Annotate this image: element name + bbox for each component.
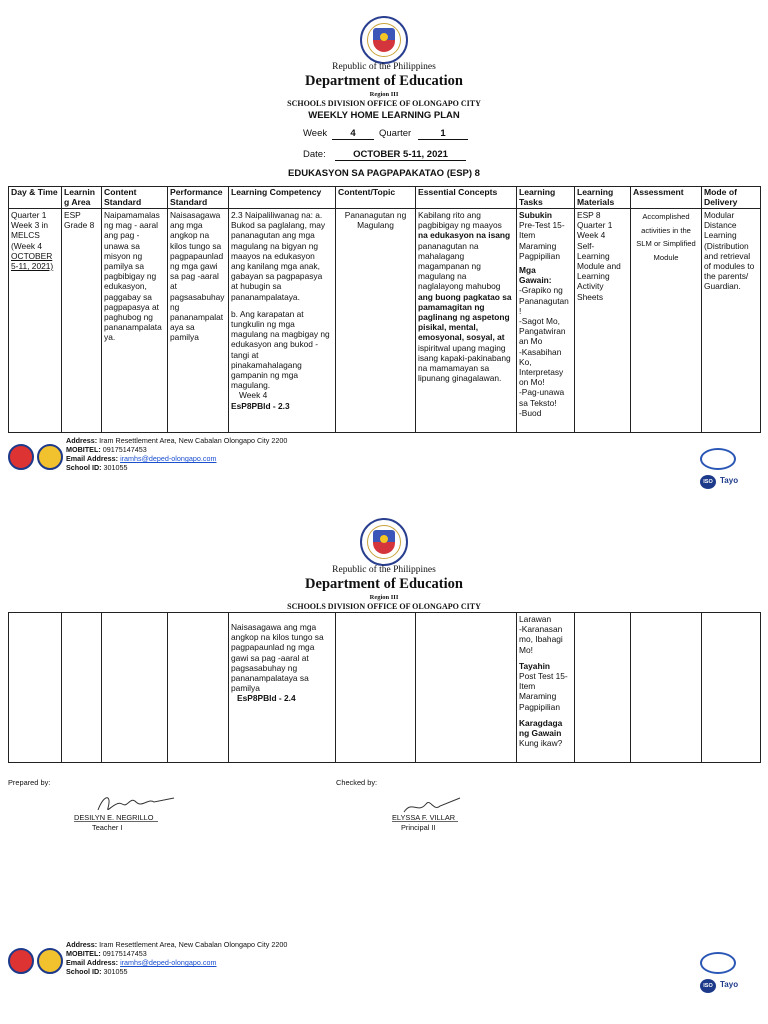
quarter-value: 1: [418, 128, 468, 140]
iso-icon: ISO: [700, 475, 716, 489]
header-assessment: Assessment: [631, 187, 702, 209]
learning-competency-cell-page2: Naisasagawa ang mga angkop na kilos tungo sa pagpapaunlad ng mga gawi sa pag -aaral at pagsasabuhay ng pananampalataya sa pamilya EsP8PBld - 2.4: [229, 613, 336, 763]
learning-area-cell: ESP Grade 8: [62, 209, 102, 433]
table-header-row: [9, 187, 761, 209]
checker-title: Principal II: [401, 823, 436, 832]
email-link-page2[interactable]: iramhs@deped-olongapo.com: [120, 958, 217, 967]
division-logo-icon-page2: [37, 948, 63, 974]
header-performance-standard: Performance Standard: [168, 187, 229, 209]
tayo-logo-page2: Tayo: [720, 980, 739, 989]
tayo-logo: Tayo: [720, 476, 739, 485]
learning-tasks-cell: Subukin Pre-Test 15- Item Maraming Pagpipilian Mga Gawain: -Grapiko ng Pananagutan ! -Sagot Mo, Pangatwiran an Mo -Kasabihan Ko, Interpretasy on Mo! -Pag-unawa sa Teksto! -Buod: [517, 209, 575, 433]
date-label: Date:: [303, 149, 326, 160]
globe-cert-icon-page2: [700, 952, 736, 974]
header-content-standard: Content Standard: [102, 187, 168, 209]
preparer-name: DESILYN E. NEGRILLO: [74, 813, 154, 822]
learning-plan-table-page2: [8, 612, 761, 763]
plan-title: WEEKLY HOME LEARNING PLAN: [308, 110, 460, 121]
table-row: [9, 613, 761, 763]
week-value: 4: [332, 128, 374, 140]
header-learning-materials: Learning Materials: [575, 187, 631, 209]
school-logo-icon-page2: [8, 948, 34, 974]
table-row: [9, 209, 761, 433]
learning-materials-cell: ESP 8 Quarter 1 Week 4 Self- Learning Module and Learning Activity Sheets: [575, 209, 631, 433]
globe-cert-icon: [700, 448, 736, 470]
department-title: Department of Education: [305, 73, 463, 89]
checker-name: ELYSSA F. VILLAR: [392, 813, 456, 822]
region-text-page2: Region III: [369, 594, 399, 601]
division-text-page2: SCHOOLS DIVISION OFFICE OF OLONGAPO CITY: [287, 602, 481, 611]
iso-icon-page2: ISO: [700, 979, 716, 993]
day-time-cell: Quarter 1 Week 3 in MELCS (Week 4 OCTOBER 5-11, 2021): [9, 209, 62, 433]
school-logo-icon: [8, 444, 34, 470]
learning-tasks-cell-page2: Larawan -Karanasan mo, Ibahagi Mo! Tayahin Post Test 15- Item Maraming Pagpipilian Karagdaga ng Gawain Kung ikaw?: [517, 613, 575, 763]
performance-standard-cell: Naisasagawa ang mga angkop na kilos tungo sa pagpapaunlad ng mga gawi sa pag -aaral at pagsasabuhay ng pananampalat aya sa pamilya: [168, 209, 229, 433]
division-text: SCHOOLS DIVISION OFFICE OF OLONGAPO CITY: [287, 99, 481, 108]
header-learning-competency: Learning Competency: [229, 187, 336, 209]
header-mode-of-delivery: Mode of Delivery: [702, 187, 761, 209]
header-day-time: Day & Time: [9, 187, 62, 209]
preparer-title: Teacher I: [92, 823, 123, 832]
footer-contact: Address: Iram Resettlement Area, New Cabalan Olongapo City 2200 MOBITEL: 09175147453 Email Address: iramhs@deped-olongapo.com School ID: 301055: [66, 436, 288, 472]
assessment-cell: Accomplished activities in the SLM or Simplified Module: [631, 209, 702, 433]
republic-text: Republic of the Philippines: [332, 62, 436, 72]
mode-of-delivery-cell: Modular Distance Learning (Distribution and retrieval of modules to the parents/ Guardian.: [702, 209, 761, 433]
learning-competency-cell: 2.3 Naipaliliwanag na: a. Bukod sa paglalang, may pananagutan ang mga magulang na bigyan ng maayos na edukasyon ang kanilang mga anak, gabayan sa pagpapasya at hubugin sa pananampalataya. b. Ang karapatan at tungkulin ng mga magulang na magbigay ng edukasyon ang bukod - tangi at pinakamahalagang gampanin ng mga magulang. Week 4 EsP8PBld - 2.3: [229, 209, 336, 433]
date-value: OCTOBER 5-11, 2021: [335, 149, 466, 161]
header-learning-tasks: Learning Tasks: [517, 187, 575, 209]
week-label: Week: [303, 128, 328, 139]
checked-by-label: Checked by:: [336, 778, 378, 787]
content-topic-cell: Pananagutan ng Magulang: [336, 209, 416, 433]
deped-seal-icon-page2: [360, 518, 408, 566]
learning-plan-table: [8, 186, 761, 433]
footer-contact-page2: Address: Iram Resettlement Area, New Cabalan Olongapo City 2200 MOBITEL: 09175147453 Email Address: iramhs@deped-olongapo.com School ID: 301055: [66, 940, 288, 976]
email-link[interactable]: iramhs@deped-olongapo.com: [120, 454, 217, 463]
essential-concepts-cell: Kabilang rito ang pagbibigay ng maayos na edukasyon na isang pananagutan na mahalagang magampanan ng magulang na naglalayong mahubog ang buong pagkatao sa pamamagitan ng paglinang ng aspetong pisikal, mental, emosyonal, sosyal, at ispiritwal upang maging isang kapaki-pakinabang na mamamayan sa lipunang ginagalawan.: [416, 209, 517, 433]
quarter-label: Quarter: [379, 128, 412, 139]
deped-seal-icon: [360, 16, 408, 64]
department-title-page2: Department of Education: [305, 576, 463, 592]
republic-text-page2: Republic of the Philippines: [332, 565, 436, 575]
region-text: Region III: [369, 91, 399, 98]
division-logo-icon: [37, 444, 63, 470]
prepared-by-label: Prepared by:: [8, 778, 51, 787]
content-standard-cell: Naipamamalas ng mag - aaral ang pag - unawa sa misyon ng pamilya sa pagbibigay ng edukasyon, paggabay sa pagpapasya at paghubog ng pananampalata ya.: [102, 209, 168, 433]
header-learning-area: Learnin g Area: [62, 187, 102, 209]
subject-title: EDUKASYON SA PAGPAPAKATAO (ESP) 8: [288, 168, 480, 179]
header-essential-concepts: Essential Concepts: [416, 187, 517, 209]
header-content-topic: Content/Topic: [336, 187, 416, 209]
